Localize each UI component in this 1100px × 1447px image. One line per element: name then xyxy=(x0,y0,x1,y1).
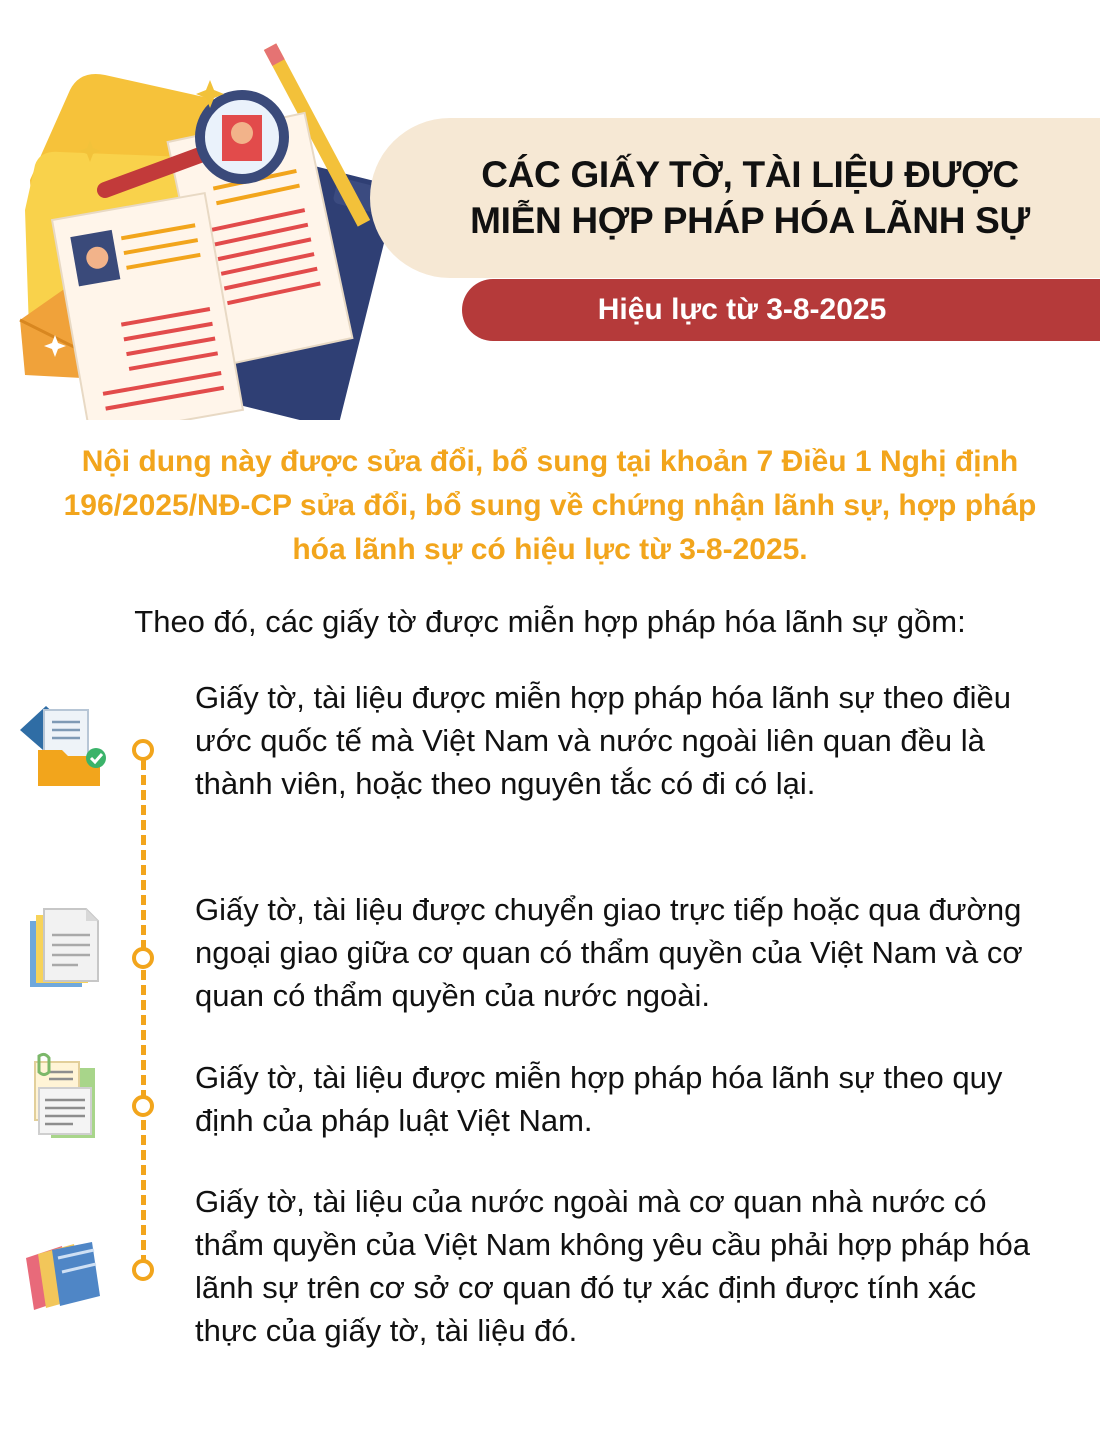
list-item: Giấy tờ, tài liệu của nước ngoài mà cơ quan nhà nước có thẩm quyền của Việt Nam không yêu cầu phải hợp pháp hóa lãnh sự trên cơ sở cơ quan đó tự xác định được tính xác thực của giấy tờ, tài liệu đó. xyxy=(195,1184,1030,1348)
hero xyxy=(0,0,1100,430)
timeline-dot xyxy=(132,947,154,969)
stacked-papers-icon xyxy=(22,905,112,995)
documents-illustration-icon xyxy=(10,30,410,420)
intro-text: Nội dung này được sửa đổi, bổ sung tại khoản 7 Điều 1 Nghị định 196/2025/NĐ-CP sửa đổi, bổ sung về chứng nhận lãnh sự, hợp pháp hóa lãnh sự có hiệu lực từ 3-8-2025. xyxy=(63,445,1037,566)
title-line-1: CÁC GIẤY TỜ, TÀI LIỆU ĐƯỢC xyxy=(481,154,1019,195)
timeline-dot xyxy=(132,1259,154,1281)
timeline-line xyxy=(141,760,146,1280)
list-item: Giấy tờ, tài liệu được miễn hợp pháp hóa lãnh sự theo quy định của pháp luật Việt Nam. xyxy=(195,1060,1003,1138)
list-item: Giấy tờ, tài liệu được chuyển giao trực tiếp hoặc qua đường ngoại giao giữa cơ quan có thẩm quyền của Việt Nam và cơ quan có thẩm quyền của nước ngoài. xyxy=(195,892,1023,1013)
list-item: Giấy tờ, tài liệu được miễn hợp pháp hóa lãnh sự theo điều ước quốc tế mà Việt Nam và nước ngoài liên quan đều là thành viên, hoặc theo nguyên tắc có đi có lại. xyxy=(195,680,1011,801)
timeline-dot xyxy=(132,739,154,761)
page-title xyxy=(410,152,1090,244)
title-line-2: MIỄN HỢP PHÁP HÓA LÃNH SỰ xyxy=(470,200,1030,241)
lead-text: Theo đó, các giấy tờ được miễn hợp pháp hóa lãnh sự gồm: xyxy=(134,604,966,639)
timeline-dot xyxy=(132,1095,154,1117)
clipboard-documents-icon xyxy=(25,1052,115,1142)
effective-date: Hiệu lực từ 3-8-2025 xyxy=(597,293,887,326)
file-folders-icon xyxy=(22,1228,112,1318)
folder-documents-check-icon xyxy=(18,700,108,790)
